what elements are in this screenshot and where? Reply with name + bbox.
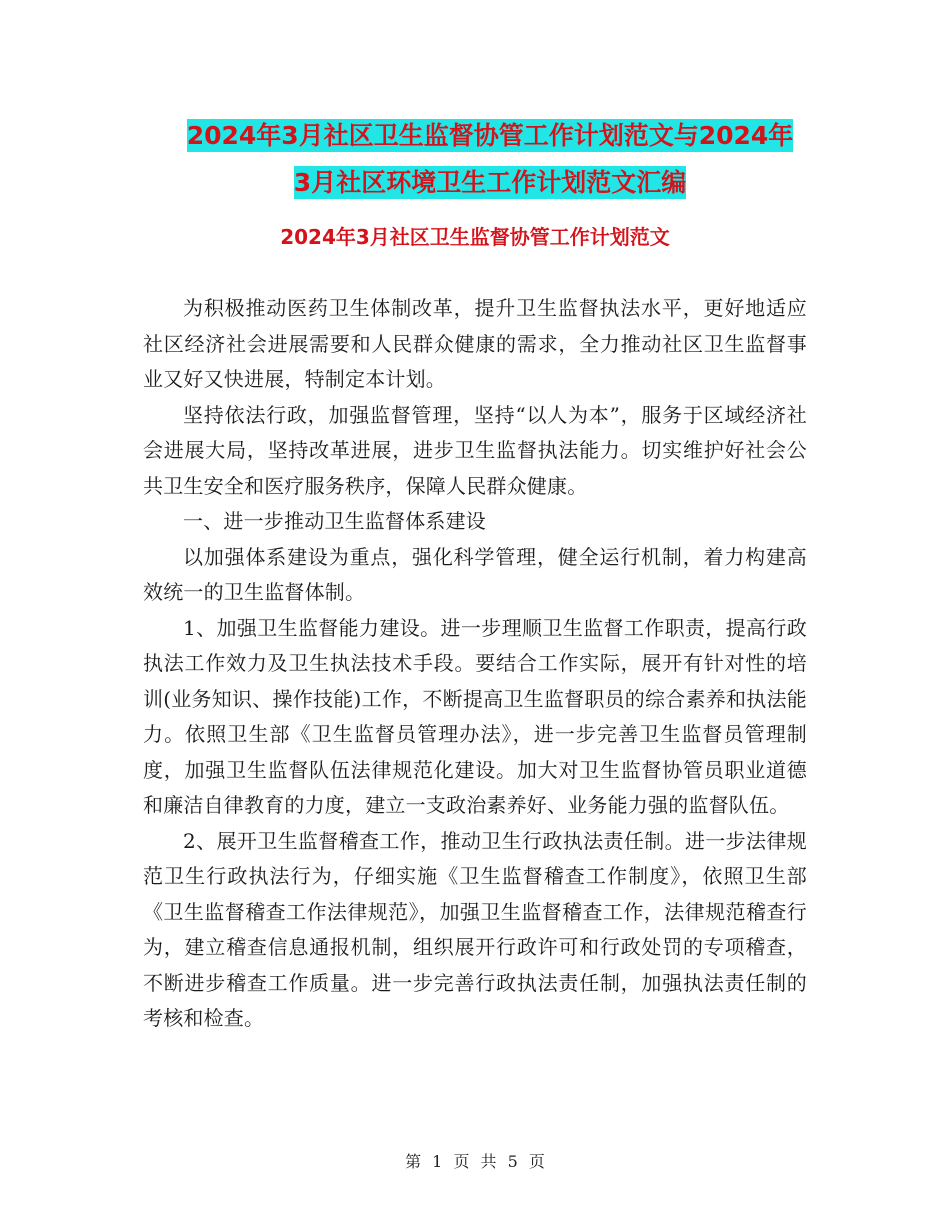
paragraph-system: 以加强体系建设为重点，强化科学管理，健全运行机制，着力构建高效统一的卫生监督体制。 [143,544,807,604]
page-footer: 第 1 页 共 5 页 [405,1152,545,1171]
document-body [143,291,807,1037]
paragraph-intro: 为积极推动医药卫生体制改革，提升卫生监督执法水平，更好地适应社区经济社会进展需要和人民群众健康的需求，全力推动社区卫生监督事业又好又快进展，特制定本计划。 [143,296,807,391]
section-title: 2024年3月社区卫生监督协管工作计划范文 [280,225,670,249]
paragraph-heading-1: 一、进一步推动卫生监督体系建设 [183,509,486,533]
paragraph-item-2: 2、展开卫生监督稽查工作，推动卫生行政执法责任制。进一步法律规范卫生行政执法行为，仔细实施《卫生监督稽查工作制度》，依照卫生部《卫生监督稽查工作法律规范》，加强卫生监督稽查工作，法律规范稽查行为，建立稽查信息通报机制，组织展开行政许可和行政处罚的专项稽查，不断进步稽查工作质量。进一步完善行政执法责任制，加强执法责任制的考核和检查。 [143,828,807,1030]
paragraph-principles: 坚持依法行政，加强监督管理，坚持“以人为本”，服务于区域经济社会进展大局，坚持改革进展，进步卫生监督执法能力。切实维护好社会公共卫生安全和医疗服务秩序，保障人民群众健康。 [143,402,807,498]
paragraph-item-1: 1、加强卫生监督能力建设。进一步理顺卫生监督工作职责，提高行政执法工作效力及卫生执法技术手段。要结合工作实际，展开有针对性的培训(业务知识、操作技能)工作，不断提高卫生监督职员的综合素养和执法能力。依照卫生部《卫生监督员管理办法》，进一步完善卫生监督员管理制度，加强卫生监督队伍法律规范化建设。加大对卫生监督协管员职业道德和廉洁自律教育的力度，建立一支政治素养好、业务能力强的监督队伍。 [143,615,807,817]
document-title [140,112,840,206]
document-title-line2: 3月社区环境卫生工作计划范文汇编 [293,168,687,197]
document-title-line1: 2024年3月社区卫生监督协管工作计划范文与2024年 [186,121,794,150]
